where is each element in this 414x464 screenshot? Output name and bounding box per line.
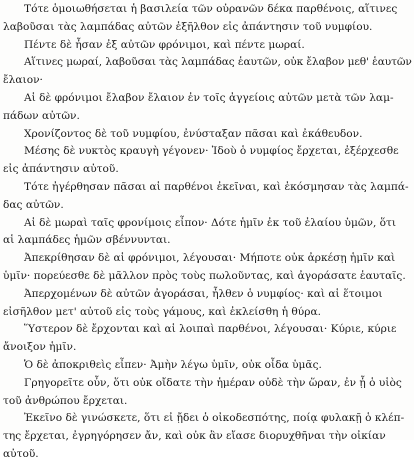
text-line: εἰσῆλθον μετ' αὐτοῦ εἰς τοὺς γάμους, καὶ ἐκλείσθη ἡ θύρα. (3, 305, 321, 318)
text-line: Ὁ δὲ ἀποκριθεὶς εἶπεν· Ἀμὴν λέγω ὑμῖν, οὐκ οἶδα ὑμᾶς. (24, 358, 322, 371)
text-line: Τότε ὁμοιωθήσεται ἡ βασιλεία τῶν οὐρανῶν δέκα παρθένοις, αἵτινες (24, 3, 398, 15)
text-line: ὑμῖν· πορεύεσθε δὲ μᾶλλον πρὸς τοὺς πωλοῦντας, καὶ ἀγοράσατε ἑαυταῖς. (3, 269, 406, 282)
text-line: πάδων αὐτῶν. (3, 109, 80, 122)
text-line: λαβοῦσαι τὰς λαμπάδας αὐτῶν ἐξῆλθον εἰς ἀπάντησιν τοῦ νυμφίου. (3, 20, 373, 33)
text-line: Αἱ δὲ φρόνιμοι ἔλαβον ἔλαιον ἐν τοῖς ἀγγείοις αὐτῶν μετὰ τῶν λαμ- (24, 91, 394, 104)
text-line: αἱ λαμπάδες ἡμῶν σβέννυνται. (3, 234, 171, 247)
text-line: Ἀπερχομένων δὲ αὐτῶν ἀγοράσαι, ἦλθεν ὁ νυμφίος· καὶ αἱ ἕτοιμοι (24, 287, 383, 300)
text-line: Ἐκεῖνο δὲ γινώσκετε, ὅτι εἰ ᾔδει ὁ οἰκοδεσπότης, ποίᾳ φυλακῇ ὁ κλέπ- (24, 412, 405, 425)
text-line: Αἱ δὲ μωραὶ ταῖς φρονίμοις εἶπον· Δότε ἡμῖν ἐκ τοῦ ἐλαίου ὑμῶν, ὅτι (24, 216, 397, 229)
text-block (0, 1, 414, 464)
text-line: αὐτοῦ. (3, 447, 39, 460)
text-line: εἰς ἀπάντησιν αὐτοῦ. (3, 163, 119, 176)
text-line: ἔλαιον· (3, 74, 43, 87)
text-line: ἄνοιξον ἡμῖν. (3, 341, 77, 354)
text-line: Τότε ἠγέρθησαν πᾶσαι αἱ παρθένοι ἐκεῖναι, καὶ ἐκόσμησαν τὰς λαμπά- (24, 180, 409, 193)
text-line: Ὕστερον δὲ ἔρχονται καὶ αἱ λοιπαὶ παρθένοι, λέγουσαι· Κύριε, κύριε (24, 323, 397, 336)
text-line: Χρονίζοντος δὲ τοῦ νυμφίου, ἐνύσταξαν πᾶσαι καὶ ἐκάθευδον. (24, 127, 363, 140)
text-line: Πέντε δὲ ἦσαν ἐξ αὐτῶν φρόνιμοι, καὶ πέντε μωραί. (24, 38, 305, 51)
text-line: δας αὐτῶν. (3, 198, 64, 211)
text-line: Μέσης δὲ νυκτὸς κραυγὴ γέγονεν· Ἰδοὺ ὁ νυμφίος ἔρχεται, ἐξέρχεσθε (24, 145, 399, 158)
text-line: της ἔρχεται, ἐγρηγόρησεν ἄν, καὶ οὐκ ἂν εἴασε διορυχθῆναι τὴν οἰκίαν (3, 430, 386, 443)
text-line: τοῦ ἀνθρώπου ἔρχεται. (3, 394, 128, 407)
text-line: Γρηγορεῖτε οὖν, ὅτι οὐκ οἴδατε τὴν ἡμέραν οὐδὲ τὴν ὥραν, ἐν ᾗ ὁ υἱὸς (24, 376, 402, 389)
text-line: Ἀπεκρίθησαν δὲ αἱ φρόνιμοι, λέγουσαι· Μήποτε οὐκ ἀρκέσῃ ἡμῖν καὶ (24, 252, 396, 265)
text-line: Αἵτινες μωραί, λαβοῦσαι τὰς λαμπάδας ἑαυτῶν, οὐκ ἔλαβον μεθ' ἑαυτῶν (24, 56, 412, 69)
